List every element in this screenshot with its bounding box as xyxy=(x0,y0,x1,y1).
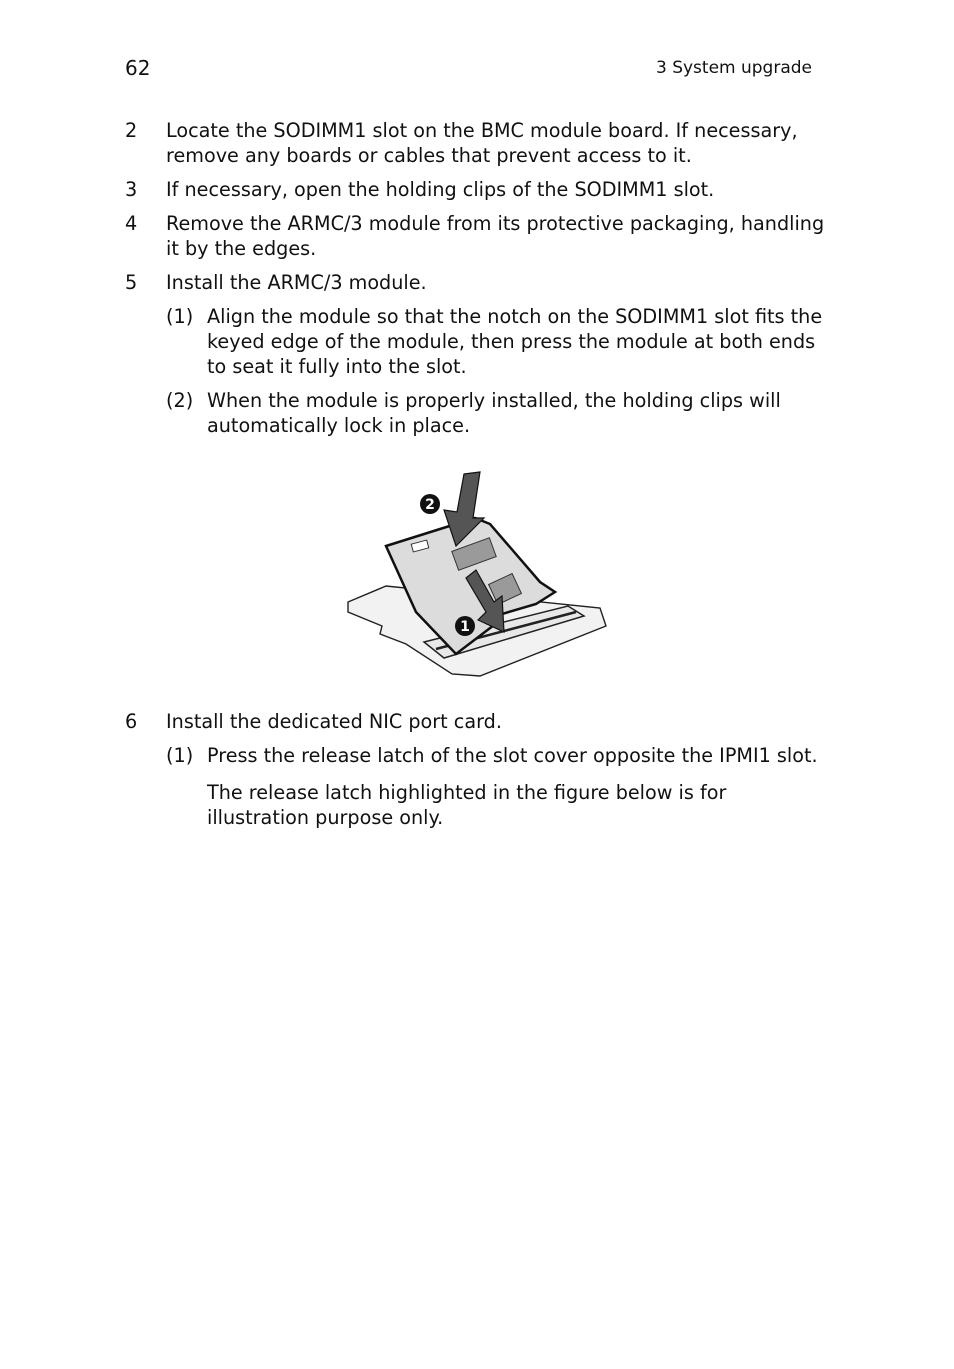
page-number: 62 xyxy=(125,56,151,80)
step-number: 5 xyxy=(125,271,138,294)
step-number: 3 xyxy=(125,178,138,201)
step-text: Remove the ARMC/3 module from its protective packaging, handling it by the edges. xyxy=(166,212,825,260)
callout-1-label: 1 xyxy=(460,619,470,635)
step-4 xyxy=(125,211,825,261)
callout-2-label: 2 xyxy=(425,497,435,513)
substep-text: Press the release latch of the slot cover opposite the IPMI1 slot. xyxy=(207,744,818,767)
step-6 xyxy=(125,709,825,734)
step-text: If necessary, open the holding clips of the SODIMM1 slot. xyxy=(166,178,715,201)
section-title: 3 System upgrade xyxy=(655,58,812,78)
step-6-substep-1 xyxy=(125,743,825,768)
step-3 xyxy=(125,177,825,202)
step-2 xyxy=(125,118,825,168)
sodimm-install-figure xyxy=(340,466,612,681)
step-text: Install the ARMC/3 module. xyxy=(166,271,427,294)
step-number: 2 xyxy=(125,119,138,142)
step-5-substep-1 xyxy=(125,304,825,379)
module-installation-diagram xyxy=(340,466,612,681)
step-6-block xyxy=(125,709,825,830)
step-text: Install the dedicated NIC port card. xyxy=(166,710,502,733)
substep-number: (1) xyxy=(166,305,194,328)
step-5 xyxy=(125,270,825,295)
step-number: 6 xyxy=(125,710,138,733)
substep-number: (1) xyxy=(166,744,194,767)
step-5-substep-2 xyxy=(125,388,825,438)
substep-text: Align the module so that the notch on the SODIMM1 slot fits the keyed edge of the module, then press the module at both ends to seat it fully into the slot. xyxy=(207,305,823,378)
step-number: 4 xyxy=(125,212,138,235)
step-6-note: The release latch highlighted in the figure below is for illustration purpose only. xyxy=(207,781,727,829)
substep-text: When the module is properly installed, the holding clips will automatically lock in place. xyxy=(207,389,781,437)
instruction-list xyxy=(125,118,825,447)
step-text: Locate the SODIMM1 slot on the BMC module board. If necessary, remove any boards or cables that prevent access to it. xyxy=(166,119,798,167)
substep-number: (2) xyxy=(166,389,194,412)
